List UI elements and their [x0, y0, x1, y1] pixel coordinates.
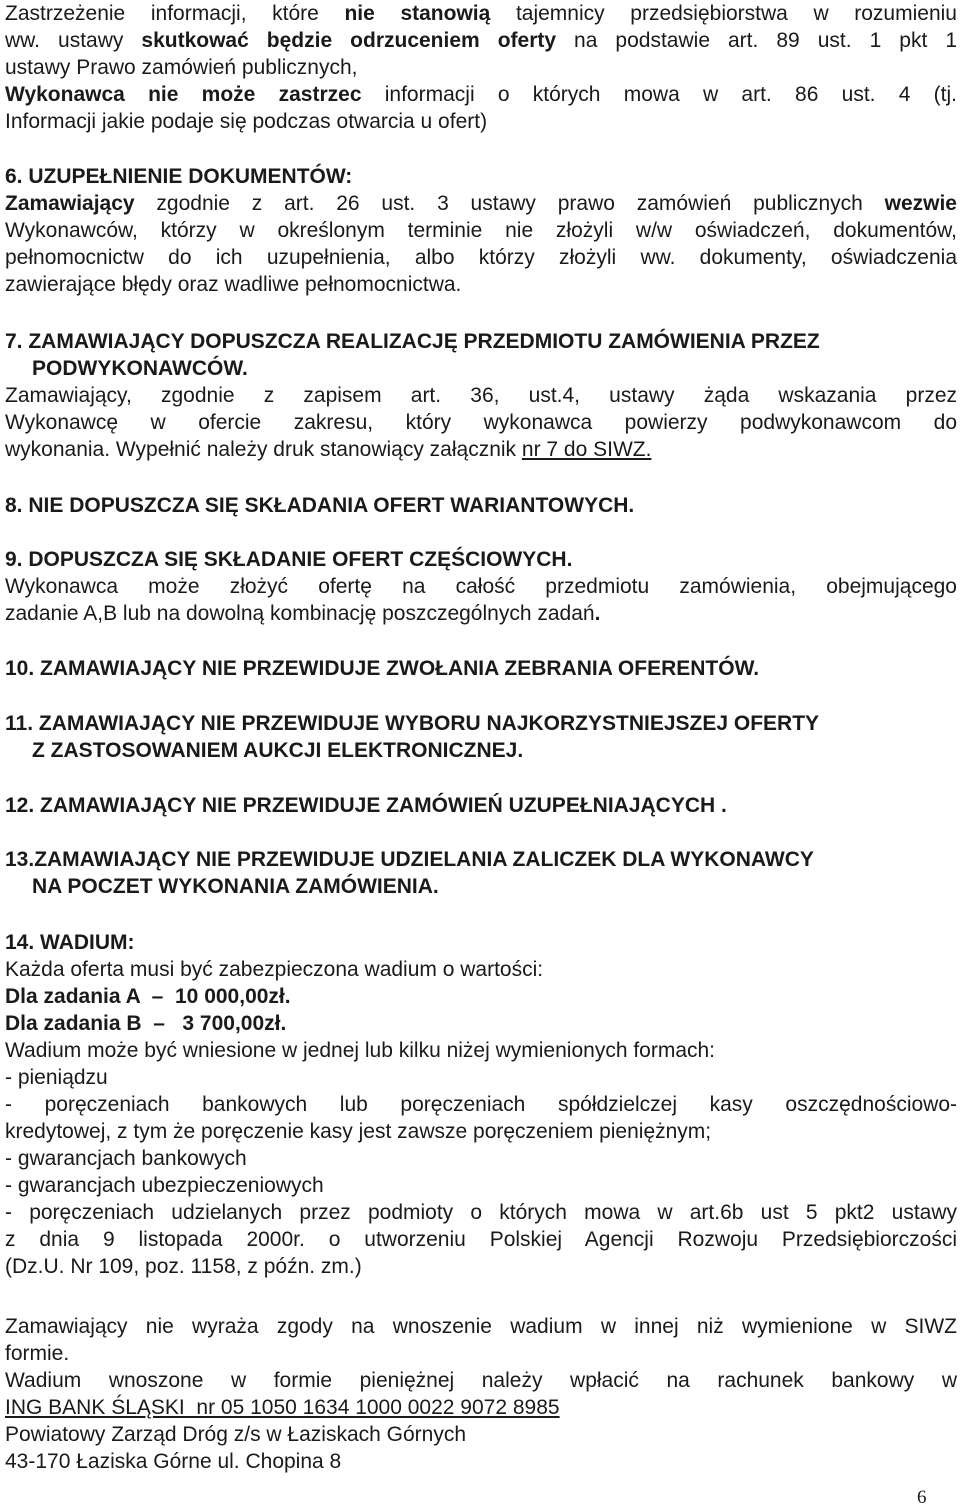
intro-line: Zastrzeżenie informacji, które nie stanowią tajemnicy przedsiębiorstwa w rozumieniu	[5, 2, 957, 25]
closing-paragraph	[5, 1313, 957, 1475]
section-10	[5, 655, 957, 682]
body-line: Zamawiający nie wyraża zgody na wnoszenie wadium w innej niż wymienione w SIWZ	[5, 1315, 957, 1338]
section-12	[5, 792, 957, 819]
wadium-task-a: Dla zadania A – 10 000,00zł.	[5, 985, 291, 1008]
section-14	[5, 929, 957, 1280]
intro-paragraph	[5, 0, 957, 135]
body-line: Zamawiający zgodnie z art. 26 ust. 3 ustawy prawo zamówień publicznych wezwie	[5, 192, 957, 215]
body-line: zadanie A,B lub na dowolną kombinację poszczególnych zadań.	[5, 602, 601, 625]
section-heading: 10. ZAMAWIAJĄCY NIE PRZEWIDUJE ZWOŁANIA ZEBRANIA OFERENTÓW.	[5, 657, 760, 680]
page-number: 6	[917, 1487, 927, 1508]
body-line: wykonania. Wypełnić należy druk stanowiący załącznik nr 7 do SIWZ.	[5, 438, 652, 461]
intro-line: Informacji jakie podaje się podczas otwarcia u ofert)	[5, 110, 488, 133]
section-heading: 13.ZAMAWIAJĄCY NIE PRZEWIDUJE UDZIELANIA ZALICZEK DLA WYKONAWCY	[5, 848, 814, 871]
body-line: pełnomocnictw do ich uzupełnienia, albo którzy złożyli ww. dokumenty, oświadczenia	[5, 246, 957, 269]
section-heading-cont: NA POCZET WYKONANIA ZAMÓWIENIA.	[32, 875, 439, 898]
section-9	[5, 546, 957, 627]
section-7	[5, 328, 957, 463]
body-line: zawierające błędy oraz wadliwe pełnomocnictwa.	[5, 273, 462, 296]
section-11	[5, 710, 957, 764]
list-item: - poręczeniach udzielanych przez podmioty o których mowa w art.6b ust 5 pkt2 ustawy	[5, 1201, 957, 1224]
section-heading: 8. NIE DOPUSZCZA SIĘ SKŁADANIA OFERT WARIANTOWYCH.	[5, 494, 635, 517]
intro-line: ustawy Prawo zamówień publicznych,	[5, 56, 358, 79]
list-item: - pieniądzu	[5, 1066, 108, 1089]
section-heading: 12. ZAMAWIAJĄCY NIE PRZEWIDUJE ZAMÓWIEŃ UZUPEŁNIAJĄCYCH .	[5, 794, 727, 817]
list-item-cont: z dnia 9 listopada 2000r. o utworzeniu Polskiej Agencji Rozwoju Przedsiębiorczości	[5, 1228, 957, 1251]
list-item: - poręczeniach bankowych lub poręczeniach spółdzielczej kasy oszczędnościowo-	[5, 1093, 957, 1116]
list-item: - gwarancjach bankowych	[5, 1147, 247, 1170]
section-heading: 7. ZAMAWIAJĄCY DOPUSZCZA REALIZACJĘ PRZEDMIOTU ZAMÓWIENIA PRZEZ	[5, 330, 820, 353]
body-line: Zamawiający, zgodnie z zapisem art. 36, ust.4, ustawy żąda wskazania przez	[5, 384, 957, 407]
section-heading-cont: Z ZASTOSOWANIEM AUKCJI ELEKTRONICZNEJ.	[32, 739, 524, 762]
list-item: - gwarancjach ubezpieczeniowych	[5, 1174, 324, 1197]
wadium-task-b: Dla zadania B – 3 700,00zł.	[5, 1012, 287, 1035]
section-heading: 9. DOPUSZCZA SIĘ SKŁADANIE OFERT CZĘŚCIOWYCH.	[5, 548, 573, 571]
intro-line: ww. ustawy skutkować będzie odrzuceniem oferty na podstawie art. 89 ust. 1 pkt 1	[5, 29, 957, 52]
body-line: Wadium może być wniesione w jednej lub kilku niżej wymienionych formach:	[5, 1039, 716, 1062]
body-line: Wykonawca może złożyć ofertę na całość przedmiotu zamówienia, obejmującego	[5, 575, 957, 598]
section-heading: 11. ZAMAWIAJĄCY NIE PRZEWIDUJE WYBORU NAJKORZYSTNIEJSZEJ OFERTY	[5, 712, 820, 735]
body-line: formie.	[5, 1342, 70, 1365]
list-item-cont: kredytowej, z tym że poręczenie kasy jest zawsze poręczeniem pieniężnym;	[5, 1120, 712, 1143]
section-heading: 6. UZUPEŁNIENIE DOKUMENTÓW:	[5, 165, 353, 188]
section-13	[5, 846, 957, 900]
body-line: 43-170 Łaziska Górne ul. Chopina 8	[5, 1450, 342, 1473]
intro-line: Wykonawca nie może zastrzec informacji o których mowa w art. 86 ust. 4 (tj.	[5, 83, 957, 106]
body-line: Każda oferta musi być zabezpieczona wadium o wartości:	[5, 958, 544, 981]
list-item-cont: (Dz.U. Nr 109, poz. 1158, z późn. zm.)	[5, 1255, 362, 1278]
attachment-reference: nr 7 do SIWZ.	[521, 438, 652, 461]
body-line: Wadium wnoszone w formie pieniężnej należy wpłacić na rachunek bankowy w	[5, 1369, 957, 1392]
bank-account: ING BANK ŚLĄSKI nr 05 1050 1634 1000 0022 9072 8985	[5, 1396, 560, 1419]
section-6	[5, 163, 957, 298]
body-line: Wykonawcę w ofercie zakresu, który wykonawca powierzy podwykonawcom do	[5, 411, 957, 434]
body-line: Wykonawców, którzy w określonym terminie nie złożyli w/w oświadczeń, dokumentów,	[5, 219, 957, 242]
section-heading-cont: PODWYKONAWCÓW.	[32, 357, 248, 380]
body-line: Powiatowy Zarząd Dróg z/s w Łaziskach Górnych	[5, 1423, 467, 1446]
section-8	[5, 492, 957, 519]
section-heading: 14. WADIUM:	[5, 931, 135, 954]
